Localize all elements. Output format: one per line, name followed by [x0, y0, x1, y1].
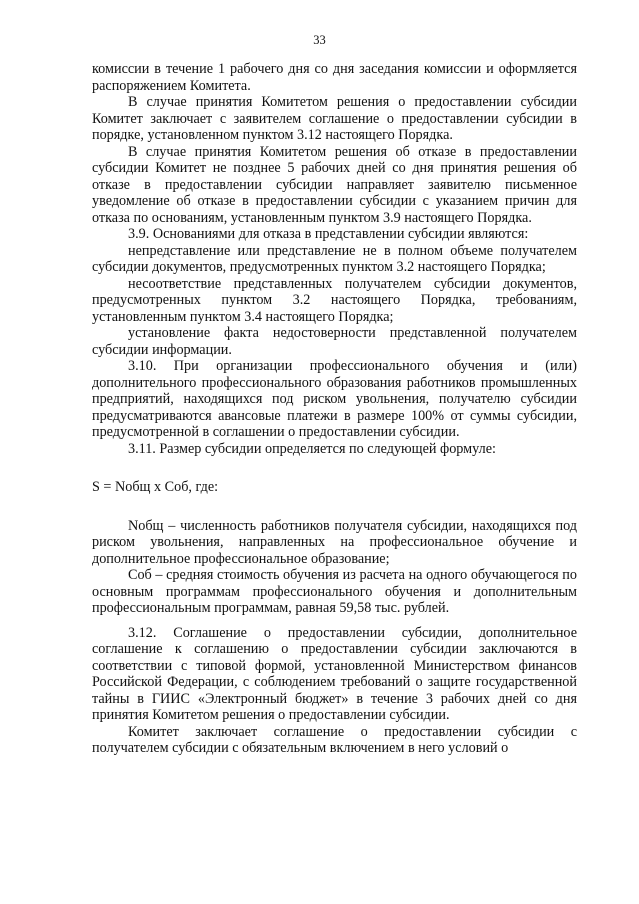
paragraph-3-9-heading: 3.9. Основаниями для отказа в представлении субсидии являются:	[128, 226, 529, 242]
paragraph-3-9-item-2: несоответствие представленных получателем субсидии документов, предусмотренных пунктом 3.2 настоящего Порядка, требованиям, установленным пунктом 3.4 настоящего Порядка;	[92, 275, 577, 325]
document-body	[92, 61, 577, 757]
paragraph-3-11: 3.11. Размер субсидии определяется по следующей формуле:	[128, 440, 496, 457]
paragraph-2: В случае принятия Комитетом решения о предоставлении субсидии Комитет заключает с заявителем соглашение о предоставлении субсидии в порядке, установленном пунктом 3.12 настоящего Порядка.	[92, 94, 577, 143]
paragraph-1: комиссии в течение 1 рабочего дня со дня заседания комиссии и оформляется распоряжением Комитета.	[92, 61, 577, 94]
paragraph-3: В случае принятия Комитетом решения об отказе в предоставлении субсидии Комитет не позднее 5 рабочих дней со дня принятия решения об отказе в предоставлении субсидии направляет заявителю письменное уведомление об отказе в предоставлении субсидии с указанием причин для отказа по основаниям, установленным пунктом 3.9 настоящего Порядка.	[92, 143, 577, 226]
subsidy-formula: S = Nобщ x Cоб, где:	[92, 479, 219, 495]
paragraph-3-9-item-1: непредставление или представление не в полном объеме получателем субсидии документов, предусмотренных пунктом 3.2 настоящего Порядка;	[92, 242, 577, 275]
paragraph-nobsh-definition: Nобщ – численность работников получателя субсидии, находящихся под риском увольнения, направленных на профессиональное обучение и дополнительное профессиональное образование;	[92, 517, 577, 567]
paragraph-3-12: 3.12. Соглашение о предоставлении субсидии, дополнительное соглашение к соглашению о предоставлении субсидии заключаются в соответствии с типовой формой, установленной Министерством финансов Российской Федерации, с соблюдением требований о защите государственной тайны в ГИИС «Электронный бюджет» в течение 3 рабочих дней со дня принятия Комитетом решения о предоставлении субсидии.	[92, 624, 577, 723]
page-number: 33	[313, 33, 326, 47]
paragraph-cob-definition: Cоб – средняя стоимость обучения из расчета на одного обучающегося по основным программам профессионального обучения и дополнительным профессиональным программам, равная 59,58 тыс. рублей.	[92, 567, 577, 616]
paragraph-3-10: 3.10. При организации профессионального обучения и (или) дополнительного профессионального образования работников промышленных предприятий, находящихся под риском увольнения, получателю субсидии предусматриваются авансовые платежи в размере 100% от суммы субсидии, предусмотренной в соглашении о предоставлении субсидии.	[92, 358, 577, 440]
paragraph-agreement: Комитет заключает соглашение о предоставлении субсидии с получателем субсидии с обязательным включением в него условий о	[92, 723, 577, 756]
paragraph-3-9-item-3: установление факта недостоверности представленной получателем субсидии информации.	[92, 325, 577, 358]
